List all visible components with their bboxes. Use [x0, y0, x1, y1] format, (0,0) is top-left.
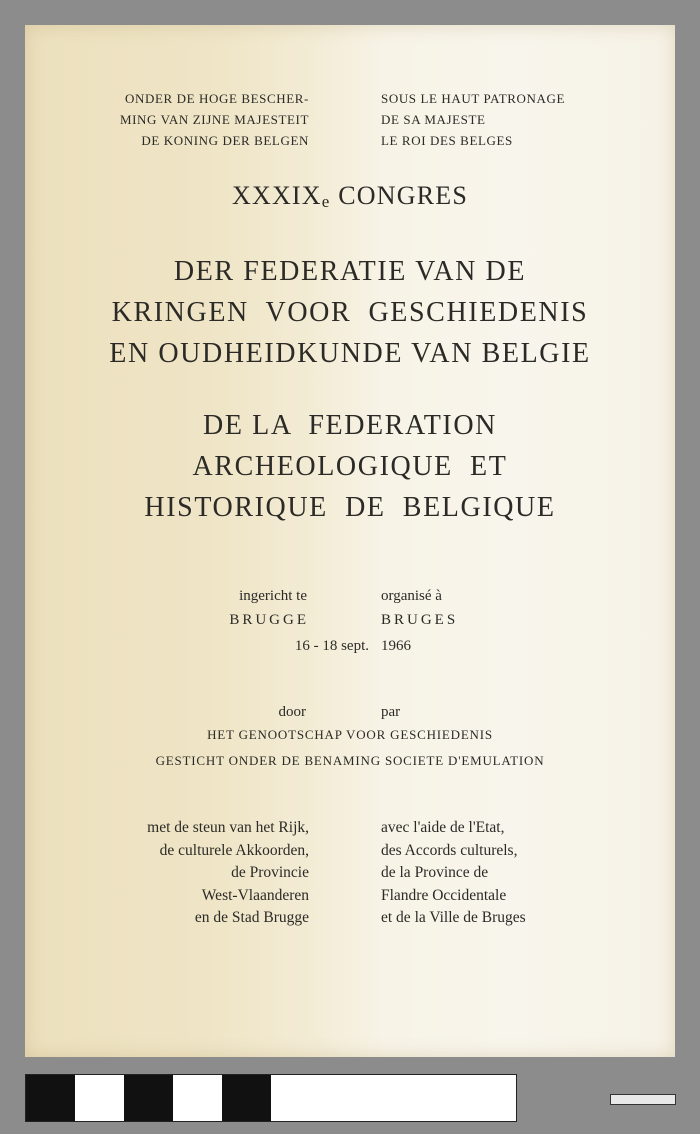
calibration-block-white: [75, 1075, 124, 1121]
date-year: 1966: [381, 638, 411, 654]
calibration-block-white: [173, 1075, 222, 1121]
title-fr-line: ARCHEOLOGIQUE ET: [192, 451, 508, 482]
congress-heading: [25, 181, 675, 212]
support-fr-line: des Accords culturels,: [381, 841, 518, 859]
document-page: [25, 25, 675, 1057]
patronage-fr-line: LE ROI DES BELGES: [381, 133, 513, 148]
title-nl: [25, 251, 675, 374]
congress-suffix: e: [321, 192, 331, 211]
organizer-nl-by: door: [278, 704, 306, 720]
organizer-fr-by: par: [381, 704, 401, 720]
calibration-strip: [25, 1074, 517, 1122]
support-fr-line: Flandre Occidentale: [381, 886, 507, 904]
calibration-block-black: [26, 1075, 75, 1121]
calibration-block-black: [222, 1075, 271, 1121]
support-nl: [55, 817, 309, 930]
city-fr: BRUGES: [381, 612, 459, 628]
title-nl-line: DER FEDERATIE VAN DE: [173, 256, 527, 287]
location-fr: [381, 585, 442, 607]
organizer-line-2: GESTICHT ONDER DE BENAMING SOCIETE D'EMULATION: [155, 753, 545, 768]
organizer-line-1: HET GENOOTSCHAP VOOR GESCHIEDENIS: [207, 727, 493, 742]
title-nl-line: EN OUDHEIDKUNDE VAN BELGIE: [109, 338, 591, 369]
patronage-fr-line: DE SA MAJESTE: [381, 112, 486, 127]
location-fr-intro: organisé à: [381, 588, 442, 604]
support-fr: [381, 817, 526, 930]
location-nl-intro: ingericht te: [239, 588, 307, 604]
patronage-nl-line: ONDER DE HOGE BESCHER-: [124, 91, 309, 106]
location-nl: [65, 585, 307, 607]
patronage-nl: [65, 88, 309, 151]
congress-roman: XXXIX: [232, 181, 322, 210]
calibration-block-white-wide: [271, 1075, 516, 1121]
city-nl: BRUGGE: [229, 612, 309, 628]
support-nl-line: de culturele Akkoorden,: [159, 841, 309, 859]
support-nl-line: de Provincie: [231, 864, 309, 881]
support-fr-line: de la Province de: [381, 864, 489, 881]
patronage-nl-line: MING VAN ZIJNE MAJESTEIT: [119, 112, 309, 127]
archive-label-sticker: [610, 1094, 676, 1105]
title-fr-line: HISTORIQUE DE BELGIQUE: [144, 492, 556, 523]
title-fr: [25, 405, 675, 528]
date-nl: 16 - 18 sept.: [294, 638, 369, 654]
patronage-fr: [381, 88, 565, 151]
calibration-block-black: [124, 1075, 173, 1121]
patronage-fr-line: SOUS LE HAUT PATRONAGE: [381, 91, 566, 106]
support-fr-line: avec l'aide de l'Etat,: [381, 819, 505, 836]
support-nl-line: en de Stad Brugge: [194, 909, 309, 926]
support-nl-line: West-Vlaanderen: [201, 886, 309, 904]
congress-word: CONGRES: [338, 181, 468, 210]
support-fr-line: et de la Ville de Bruges: [381, 909, 526, 926]
patronage-nl-line: DE KONING DER BELGEN: [141, 133, 309, 148]
title-nl-line: KRINGEN VOOR GESCHIEDENIS: [111, 297, 589, 328]
title-fr-line: DE LA FEDERATION: [203, 410, 497, 441]
support-nl-line: met de steun van het Rijk,: [147, 819, 309, 836]
